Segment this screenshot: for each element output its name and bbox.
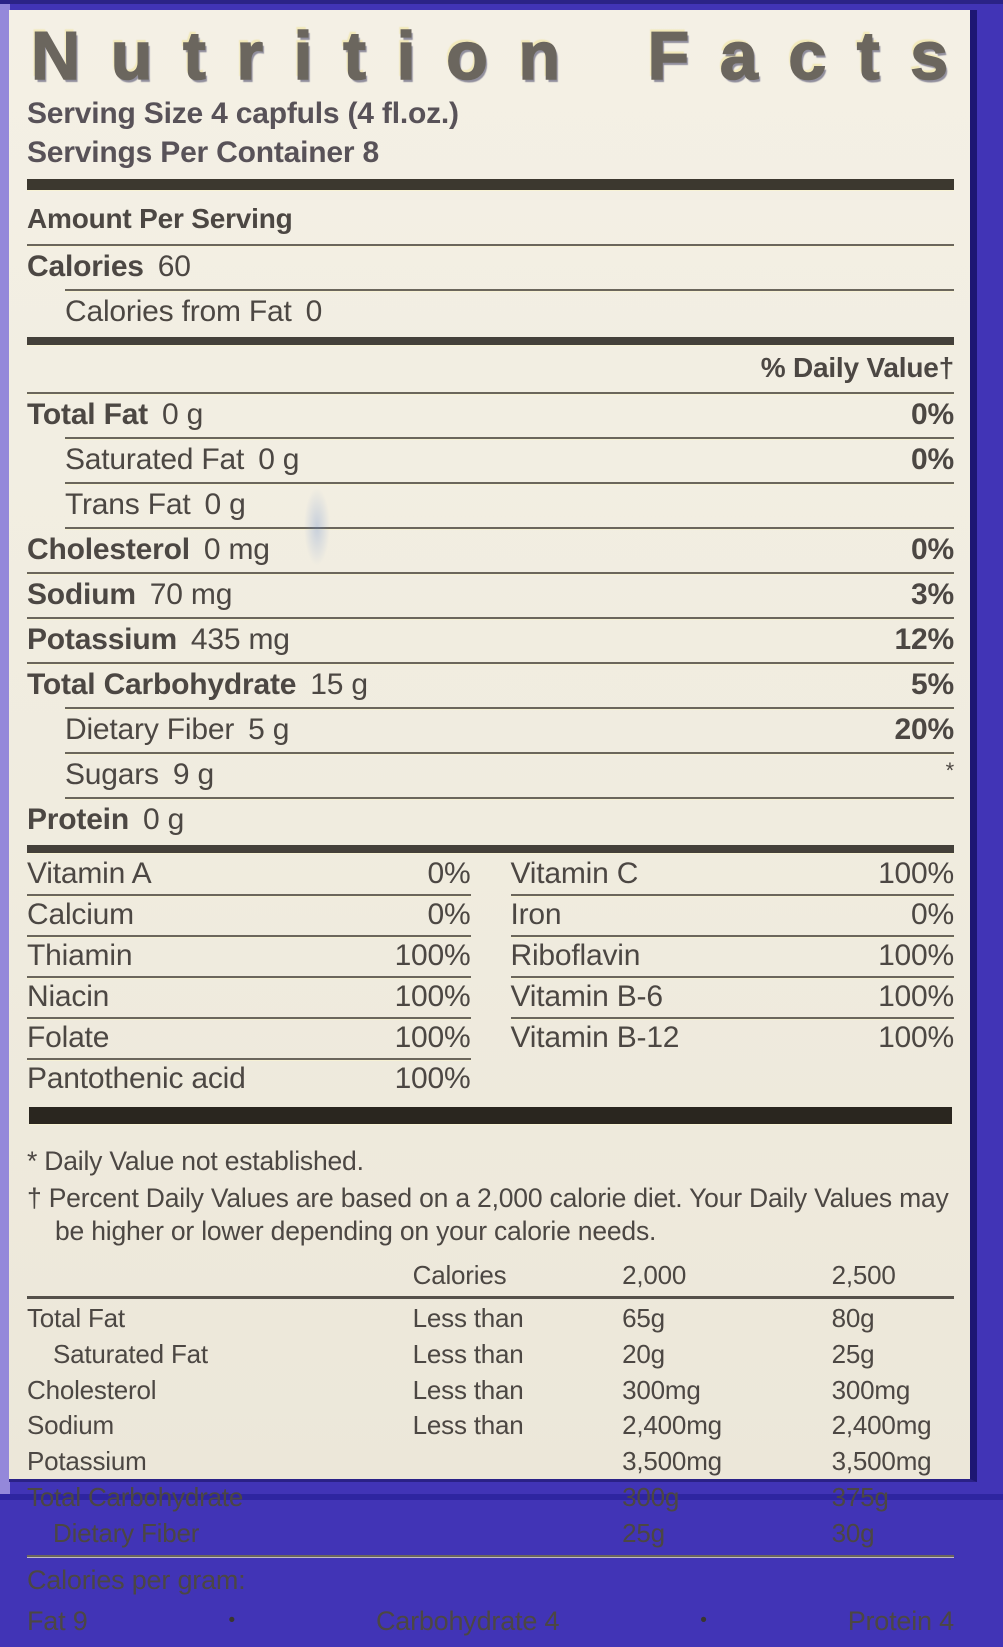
nutrient-amount: 9 g: [172, 758, 214, 792]
nutrient-row: [27, 799, 954, 842]
vitamin-daily-value: 100%: [878, 1021, 954, 1055]
nutrient-amount: 15 g: [310, 668, 368, 702]
calories-from-fat-label: Calories from Fat: [65, 295, 292, 329]
nutrient-row: [27, 529, 954, 572]
reference-table-grid: [27, 1258, 954, 1551]
nutrient-name: Protein: [27, 803, 129, 837]
vitamin-daily-value: 100%: [878, 857, 954, 891]
reference-row-qualifier: [413, 1497, 623, 1506]
title-letter: a: [719, 18, 758, 94]
nutrient-name: Total Carbohydrate: [27, 668, 297, 702]
reference-header-spacer: [27, 1276, 413, 1285]
reference-row-name: Total Fat: [27, 1302, 125, 1333]
vitamin-daily-value: 100%: [878, 939, 954, 973]
vitamin-row: [511, 896, 955, 935]
vitamin-row: [511, 855, 955, 894]
calories-from-fat-value: 0: [305, 295, 323, 329]
reference-row-value-2000: 25g: [622, 1517, 665, 1548]
calories-per-gram-item: Fat 9: [27, 1605, 88, 1636]
vitamins-column-right: [511, 855, 955, 1099]
nutrient-row: [65, 439, 954, 482]
reference-row-qualifier: [413, 1533, 623, 1542]
nutrient-daily-value: 0%: [911, 443, 954, 477]
nutrient-name: Sodium: [27, 578, 136, 612]
nutrient-daily-value: 5%: [911, 668, 954, 702]
nutrient-amount: 70 mg: [149, 578, 233, 612]
nutrient-amount: 5 g: [248, 713, 290, 747]
vitamin-daily-value: 0%: [427, 857, 471, 891]
reference-row-value-2500: 25g: [831, 1338, 875, 1369]
nutrient-daily-value: 0%: [911, 398, 954, 432]
label-title: [27, 10, 954, 93]
nutrient-amount: 0 g: [161, 398, 204, 432]
vitamin-daily-value: 0%: [427, 898, 471, 932]
reference-header-rule: [27, 1296, 954, 1299]
vitamin-name: Vitamin C: [510, 857, 639, 891]
nutrient-name: Potassium: [27, 623, 177, 657]
vitamin-name: Folate: [27, 1021, 110, 1055]
nutrient-row: [65, 709, 954, 752]
reference-row-name: Cholesterol: [27, 1374, 157, 1405]
calories-per-gram-heading: Calories per gram:: [27, 1564, 246, 1595]
thick-divider: [27, 337, 954, 345]
title-letter: [591, 22, 617, 91]
vitamin-daily-value: 100%: [394, 1021, 471, 1055]
reference-row-value-2000: 300g: [622, 1481, 680, 1512]
reference-row-name: Sodium: [27, 1410, 114, 1441]
vitamin-row: [27, 1019, 471, 1058]
nutrient-name: Cholesterol: [27, 533, 190, 567]
photo-border-top: [0, 0, 1003, 4]
vitamin-daily-value: 0%: [911, 898, 954, 932]
nutrient-name: Dietary Fiber: [65, 713, 235, 747]
nutrient-amount: 0 g: [204, 488, 246, 522]
vitamin-name: Riboflavin: [510, 939, 641, 973]
reference-row-value-2000: 65g: [622, 1302, 665, 1333]
reference-row-value-2500: 80g: [831, 1302, 875, 1333]
thick-divider: [27, 845, 954, 853]
title-letter: s: [910, 18, 948, 94]
nutrient-amount: 435 mg: [190, 623, 290, 657]
vitamin-row: [511, 937, 955, 976]
calories-from-fat-row: [65, 291, 954, 334]
vitamin-name: Calcium: [27, 898, 134, 932]
nutrient-row: [27, 394, 954, 437]
vitamin-row: [511, 978, 955, 1017]
amount-per-serving-heading: Amount Per Serving: [27, 203, 293, 235]
reference-header-cell: 2,500: [831, 1260, 896, 1291]
vitamin-name: Thiamin: [27, 939, 133, 973]
calories-value: 60: [157, 250, 191, 284]
title-letter: i: [293, 18, 313, 94]
vitamin-name: Vitamin A: [27, 857, 152, 891]
title-letter: N: [31, 18, 80, 94]
reference-row-value-2500: 3,500mg: [831, 1446, 932, 1477]
serving-size: Serving Size 4 capfuls (4 fl.oz.): [27, 97, 459, 131]
vitamin-daily-value: 100%: [394, 1062, 471, 1096]
nutrient-name: Trans Fat: [65, 488, 191, 522]
reference-row-name: Potassium: [27, 1446, 147, 1477]
reference-row-qualifier: [413, 1462, 623, 1471]
calories-per-gram-item: Protein 4: [847, 1605, 954, 1636]
footnote-asterisk: * Daily Value not established.: [27, 1146, 364, 1177]
title-letter: t: [856, 18, 880, 94]
reference-row-qualifier: Less than: [412, 1302, 524, 1333]
title-letter: F: [647, 18, 689, 94]
bullet-separator: •: [700, 1610, 707, 1631]
vitamin-daily-value: 100%: [878, 980, 954, 1014]
vitamin-row: [27, 1060, 471, 1099]
reference-row-qualifier: Less than: [412, 1338, 524, 1369]
nutrient-row: [65, 484, 954, 527]
reference-row-value-2000: 3,500mg: [622, 1446, 722, 1477]
nutrient-row: [65, 754, 954, 797]
reference-row-name: Total Carbohydrate: [27, 1481, 244, 1512]
daily-value-header: % Daily Value†: [760, 352, 954, 384]
reference-table: [27, 1250, 954, 1551]
title-letter: r: [236, 18, 263, 94]
reference-header-cell: Calories: [412, 1260, 507, 1291]
nutrient-name: Sugars: [65, 758, 159, 792]
vitamin-daily-value: 100%: [394, 939, 471, 973]
vitamin-row: [27, 855, 471, 894]
reference-row-value-2500: 30g: [831, 1517, 875, 1548]
thick-divider-black: [29, 1107, 952, 1124]
vitamin-daily-value: 100%: [394, 980, 471, 1014]
vitamin-row: [27, 978, 471, 1017]
vitamin-row: [27, 896, 471, 935]
reference-row-qualifier: Less than: [412, 1410, 524, 1441]
nutrient-daily-value: 20%: [894, 713, 954, 747]
title-letter: u: [110, 18, 153, 94]
nutrient-daily-value: 3%: [911, 578, 954, 612]
vitamin-name: Niacin: [27, 980, 110, 1014]
calories-per-gram-values: [27, 1600, 954, 1647]
vitamin-name: Pantothenic acid: [27, 1062, 246, 1096]
nutrient-daily-value: *: [945, 758, 954, 784]
nutrient-row: [27, 574, 954, 617]
nutrient-name: Saturated Fat: [65, 443, 245, 477]
nutrient-amount: 0 mg: [203, 533, 270, 567]
vitamin-name: Vitamin B-12: [510, 1021, 680, 1055]
nutrient-row: [27, 619, 954, 662]
reference-header-cell: 2,000: [622, 1260, 687, 1291]
nutrient-amount: 0 g: [258, 443, 300, 477]
nutrient-daily-value: 12%: [894, 623, 954, 657]
title-letter: t: [343, 18, 366, 94]
vitamin-name: Vitamin B-6: [510, 980, 663, 1014]
reference-row-value-2000: 20g: [622, 1338, 665, 1369]
vitamin-name: Iron: [510, 898, 562, 932]
nutrients-section: [27, 392, 954, 842]
footnote-dagger: † Percent Daily Values are based on a 2,000 calorie diet. Your Daily Values may be higher or lower depending on your calorie needs.: [27, 1183, 949, 1246]
reference-row-value-2500: 375g: [831, 1481, 889, 1512]
thick-divider: [27, 179, 954, 190]
reference-row-value-2000: 2,400mg: [622, 1410, 722, 1441]
vitamins-column-left: [27, 855, 471, 1099]
vitamins-section: [27, 853, 954, 1099]
vitamin-row: [511, 1019, 955, 1058]
calories-per-gram-item: Carbohydrate 4: [375, 1605, 560, 1636]
reference-row-qualifier: Less than: [412, 1374, 524, 1405]
title-letter: i: [396, 18, 416, 94]
nutrition-facts-label: [9, 10, 977, 1636]
reference-row-value-2000: 300mg: [622, 1374, 701, 1405]
nutrient-row: [27, 664, 954, 707]
vitamin-row: [27, 937, 471, 976]
bullet-separator: •: [228, 1610, 235, 1631]
title-letter: o: [446, 18, 488, 94]
reference-row-value-2500: 300mg: [831, 1374, 911, 1405]
title-letter: n: [518, 18, 560, 94]
calories-label: Calories: [27, 250, 144, 284]
calories-row: [27, 246, 954, 289]
title-letter: c: [788, 18, 826, 94]
servings-per-container: Servings Per Container 8: [27, 135, 379, 169]
reference-row-name: Dietary Fiber: [53, 1517, 200, 1548]
nutrient-name: Total Fat: [27, 398, 148, 432]
reference-row-name: Saturated Fat: [53, 1338, 208, 1369]
title-letter: t: [183, 18, 206, 94]
nutrient-daily-value: 0%: [911, 533, 954, 567]
nutrient-amount: 0 g: [142, 803, 185, 837]
reference-row-value-2500: 2,400mg: [831, 1410, 932, 1441]
